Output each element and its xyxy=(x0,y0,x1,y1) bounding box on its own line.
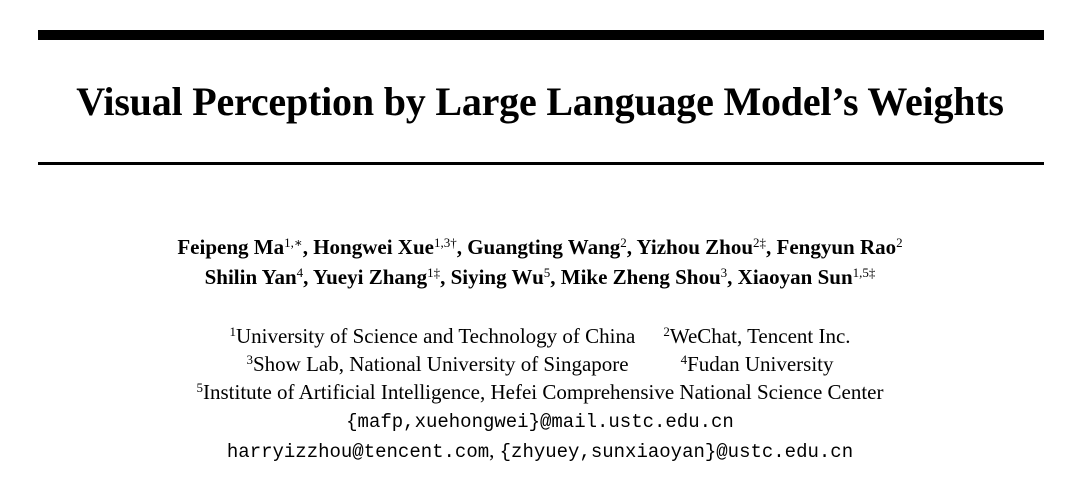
author-mark: 1,5‡ xyxy=(852,265,876,280)
email-line-2 xyxy=(0,436,1080,466)
affiliation-number: 3 xyxy=(246,352,253,367)
author-mark: 3 xyxy=(720,265,728,280)
affiliation-block xyxy=(0,322,1080,466)
email-address: {zhyuey,sunxiaoyan}@ustc.edu.cn xyxy=(499,441,854,463)
author-name: Guangting Wang xyxy=(467,235,621,259)
affiliation-text: WeChat, Tencent Inc. xyxy=(669,324,851,348)
affiliation-number: 2 xyxy=(663,324,670,339)
author-mark: 4 xyxy=(296,265,304,280)
email-address: harryizzhou@tencent.com xyxy=(226,441,490,463)
author-line-1 xyxy=(0,232,1080,262)
email-line-1 xyxy=(0,406,1080,436)
author-separator: , xyxy=(626,235,633,259)
author-name: Siying Wu xyxy=(450,265,544,289)
author-name: Yueyi Zhang xyxy=(312,265,428,289)
top-rule xyxy=(38,30,1044,40)
affiliation-line-2 xyxy=(0,350,1080,378)
affiliation-text: Institute of Artificial Intelligence, Hefei Comprehensive National Science Center xyxy=(202,380,884,404)
author-separator: , xyxy=(456,235,462,259)
author-name: Hongwei Xue xyxy=(313,235,434,259)
author-name: Shilin Yan xyxy=(204,265,297,289)
author-name: Yizhou Zhou xyxy=(636,235,754,259)
author-separator: , xyxy=(303,265,309,289)
email-separator: , xyxy=(489,438,500,462)
author-line-2 xyxy=(0,262,1080,292)
author-name: Feipeng Ma xyxy=(177,235,285,259)
author-mark: 1,∗ xyxy=(284,235,303,250)
author-mark: 1,3† xyxy=(433,235,457,250)
affiliation-number: 4 xyxy=(680,352,688,367)
author-separator: , xyxy=(766,235,772,259)
affiliation-line-1 xyxy=(0,322,1080,350)
bottom-rule xyxy=(38,162,1044,165)
author-separator: , xyxy=(550,265,556,289)
author-separator: , xyxy=(727,265,733,289)
author-mark: 2 xyxy=(896,235,903,250)
author-name: Fengyun Rao xyxy=(776,235,897,259)
affiliation-number: 1 xyxy=(229,324,236,339)
affiliation-line-3 xyxy=(0,378,1080,406)
author-mark: 2‡ xyxy=(753,235,767,250)
author-name: Xiaoyan Sun xyxy=(737,265,853,289)
email-address: {mafp,xuehongwei}@mail.ustc.edu.cn xyxy=(346,411,734,433)
author-mark: 1‡ xyxy=(427,265,441,280)
affiliation-text: Fudan University xyxy=(687,352,834,376)
author-name: Mike Zheng Shou xyxy=(560,265,721,289)
affiliation-text: University of Science and Technology of China xyxy=(235,324,636,348)
affiliation-number: 5 xyxy=(196,380,203,395)
affiliation-text: Show Lab, National University of Singapore xyxy=(252,352,629,376)
paper-title: Visual Perception by Large Language Model’s Weights xyxy=(76,79,1004,124)
author-block xyxy=(0,232,1080,292)
author-separator: , xyxy=(440,265,446,289)
author-separator: , xyxy=(302,235,308,259)
author-mark: 5 xyxy=(543,265,551,280)
author-mark: 2 xyxy=(620,235,627,250)
